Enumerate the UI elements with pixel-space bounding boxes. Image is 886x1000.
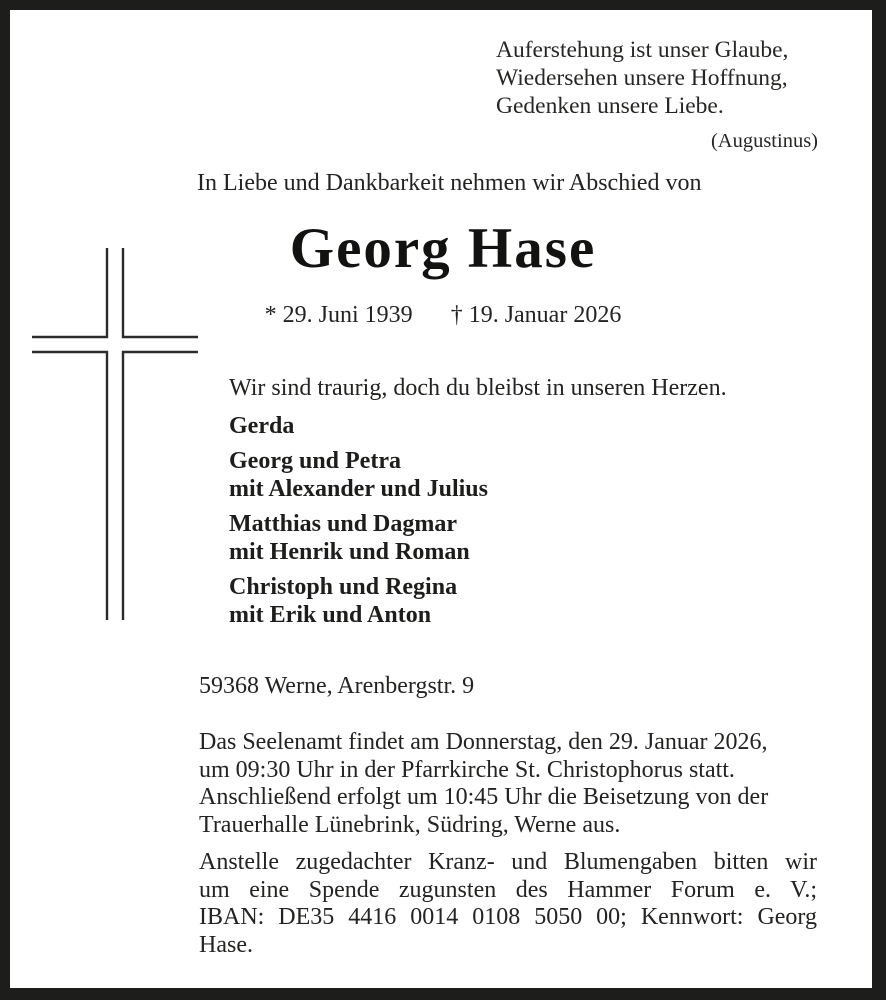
mourner-line: Matthias und Dagmar (229, 511, 458, 537)
birth-date: * 29. Juni 1939 (264, 302, 413, 328)
farewell-line: Wir sind traurig, doch du bleibst in unseren Herzen. (229, 375, 727, 401)
mourner-group (229, 573, 488, 629)
service-line: Trauerhalle Lünebrink, Südring, Werne aus. (199, 811, 621, 838)
mourner-group (229, 510, 488, 566)
death-date: † 19. Januar 2026 (450, 302, 622, 328)
intro-line: In Liebe und Dankbarkeit nehmen wir Abschied von (197, 170, 702, 196)
mourner-group (229, 447, 488, 503)
mourner-line: Christoph und Regina (229, 574, 458, 600)
epigraph-quote (496, 36, 818, 155)
mourner-line: mit Erik und Anton (229, 602, 432, 628)
mourner-line: mit Alexander und Julius (229, 476, 488, 502)
mourner-group (229, 412, 488, 440)
mourner-line: mit Henrik und Roman (229, 539, 470, 565)
service-line: um 09:30 Uhr in der Pfarrkirche St. Christophorus statt. (199, 756, 735, 783)
donation-line: um eine Spende zugunsten des Hammer Forum e. V.; (199, 876, 817, 903)
page-title-deceased-name: Georg Hase (289, 217, 597, 280)
service-line: Anschließend erfolgt um 10:45 Uhr die Beisetzung von der (199, 784, 769, 810)
donation-line: IBAN: DE35 4416 0014 0108 5050 00; Kennwort: Georg (199, 904, 817, 930)
frame-left-border (0, 0, 10, 1000)
quote-line: Auferstehung ist unser Glaube, (496, 37, 789, 63)
quote-attribution: (Augustinus) (710, 130, 818, 152)
memorial-cross-icon (30, 246, 200, 622)
mourner-line: Gerda (229, 413, 295, 439)
service-line: Das Seelenamt findet am Donnerstag, den 29. Januar 2026, (199, 729, 768, 755)
donation-paragraph (199, 849, 817, 959)
mourner-line: Georg und Petra (229, 448, 401, 474)
service-paragraph (199, 729, 817, 839)
quote-line: Wiedersehen unsere Hoffnung, (496, 65, 788, 91)
frame-right-border (872, 0, 886, 1000)
frame-top-border (0, 0, 886, 10)
quote-line: Gedenken unsere Liebe. (496, 93, 724, 119)
address-line: 59368 Werne, Arenbergstr. 9 (199, 673, 475, 699)
donation-line: Hase. (199, 931, 253, 958)
donation-line: Anstelle zugedachter Kranz- und Blumengaben bitten wir (199, 849, 817, 875)
frame-bottom-border (0, 988, 886, 1000)
mourners-list (229, 412, 488, 636)
